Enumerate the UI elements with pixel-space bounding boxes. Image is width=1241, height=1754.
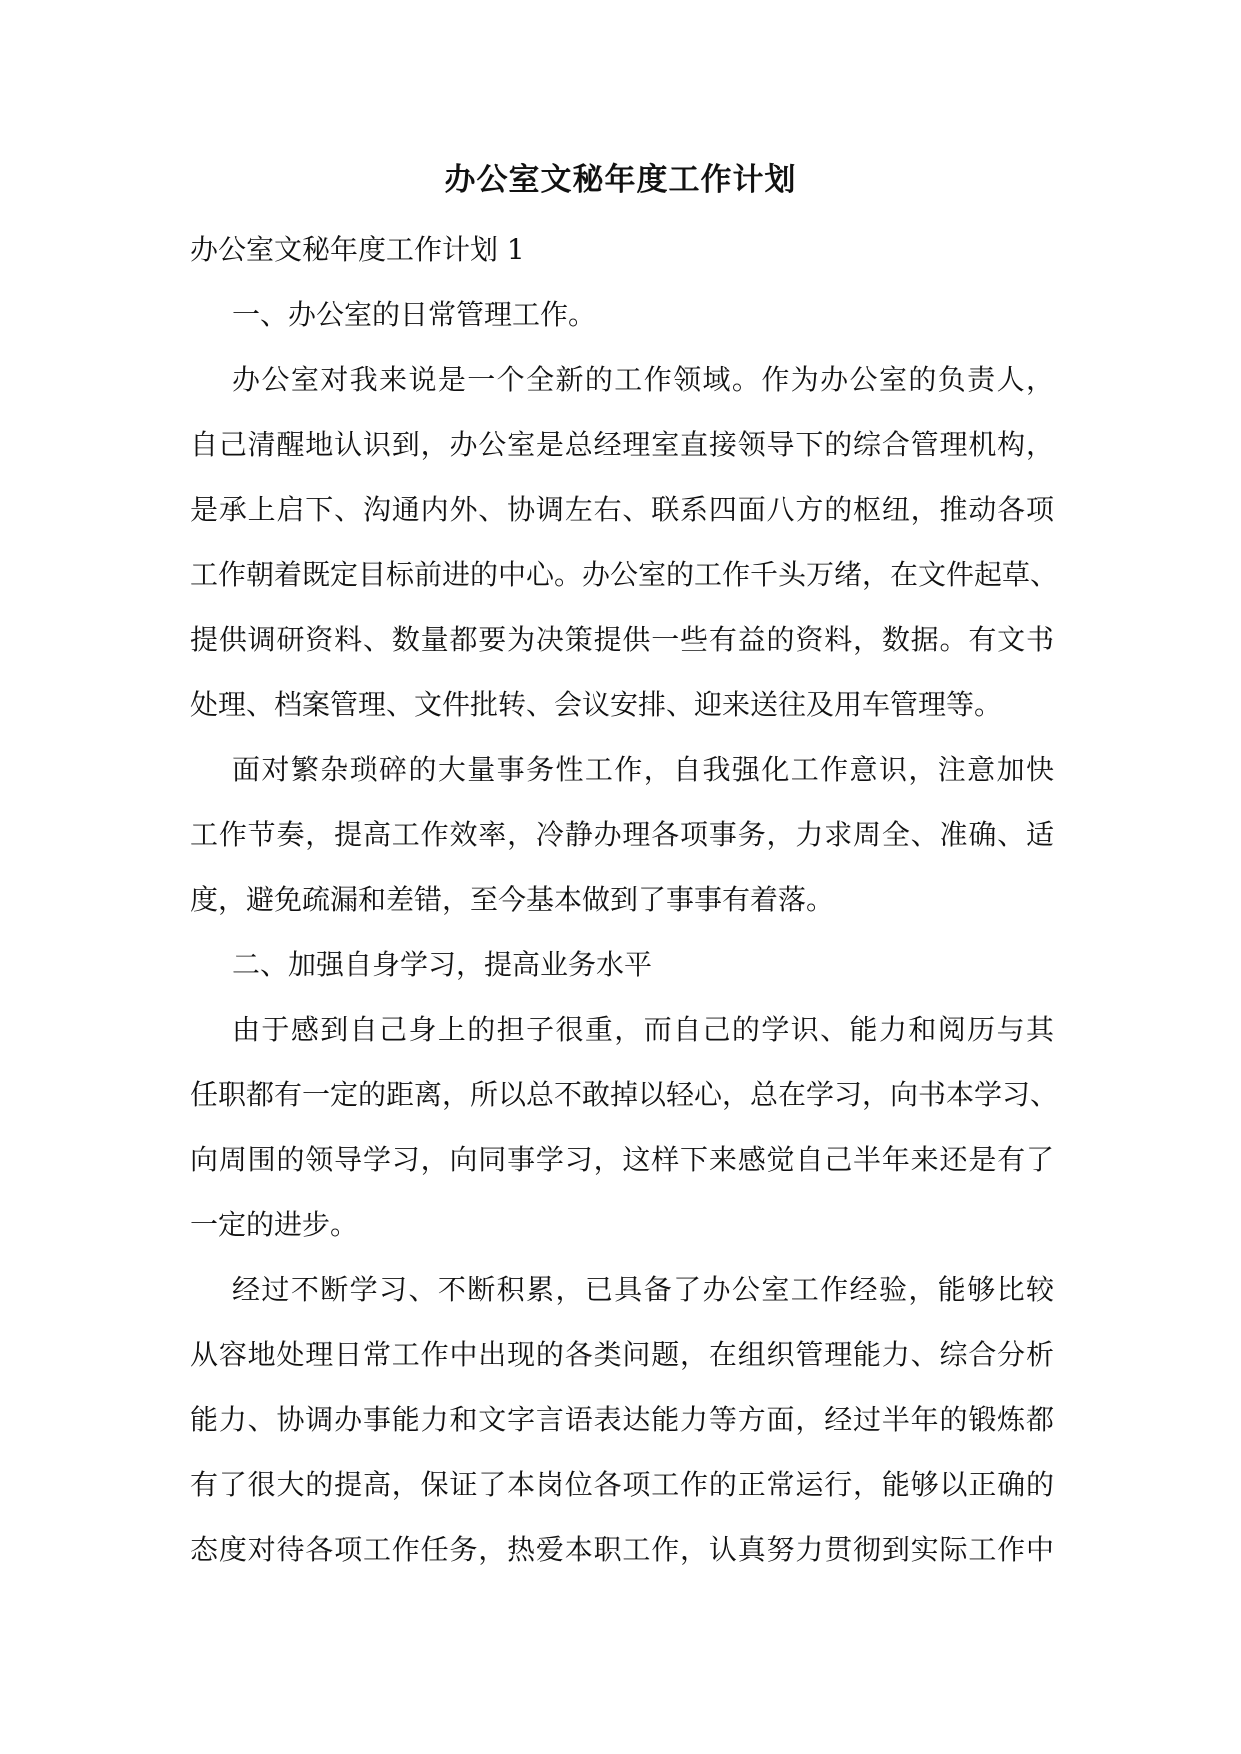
text-line: 能力、协调办事能力和文字言语表达能力等方面，经过半年的锻炼都: [190, 1403, 1054, 1436]
text-line: 有了很大的提高，保证了本岗位各项工作的正常运行，能够以正确的: [190, 1468, 1054, 1501]
text-line: 向周围的领导学习，向同事学习，这样下来感觉自己半年来还是有了: [190, 1143, 1054, 1176]
text-line: 是承上启下、沟通内外、协调左右、联系四面八方的枢纽，推动各项: [190, 493, 1054, 526]
page-title: 办公室文秘年度工作计划: [444, 162, 797, 198]
text-line: 面对繁杂琐碎的大量事务性工作，自我强化工作意识，注意加快: [232, 753, 1054, 786]
text-line: 提供调研资料、数量都要为决策提供一些有益的资料，数据。有文书: [190, 623, 1054, 656]
text-line: 度，避免疏漏和差错，至今基本做到了事事有着落。: [190, 883, 835, 916]
text-line: 自己清醒地认识到，办公室是总经理室直接领导下的综合管理机构，: [190, 428, 1054, 461]
text-line: 任职都有一定的距离，所以总不敢掉以轻心，总在学习，向书本学习、: [190, 1078, 1059, 1111]
text-line: 工作节奏，提高工作效率，冷静办理各项事务，力求周全、准确、适: [190, 818, 1054, 851]
text-line: 一定的进步。: [190, 1208, 359, 1241]
text-line: 从容地处理日常工作中出现的各类问题，在组织管理能力、综合分析: [190, 1338, 1054, 1371]
heading-self-learning: 二、加强自身学习，提高业务水平: [232, 948, 653, 981]
text-line: 工作朝着既定目标前进的中心。办公室的工作千头万绪，在文件起草、: [190, 558, 1059, 591]
heading-daily-management: 一、办公室的日常管理工作。: [232, 298, 597, 331]
text-line: 办公室对我来说是一个全新的工作领域。作为办公室的负责人，: [232, 363, 1054, 396]
text-line: 经过不断学习、不断积累，已具备了办公室工作经验，能够比较: [232, 1273, 1054, 1306]
text-line: 处理、档案管理、文件批转、会议安排、迎来送往及用车管理等。: [190, 688, 1003, 721]
section-heading: 办公室文秘年度工作计划 1: [190, 233, 525, 266]
text-line: 态度对待各项工作任务，热爱本职工作，认真努力贯彻到实际工作中: [190, 1533, 1054, 1566]
text-line: 由于感到自己身上的担子很重，而自己的学识、能力和阅历与其: [232, 1013, 1054, 1046]
